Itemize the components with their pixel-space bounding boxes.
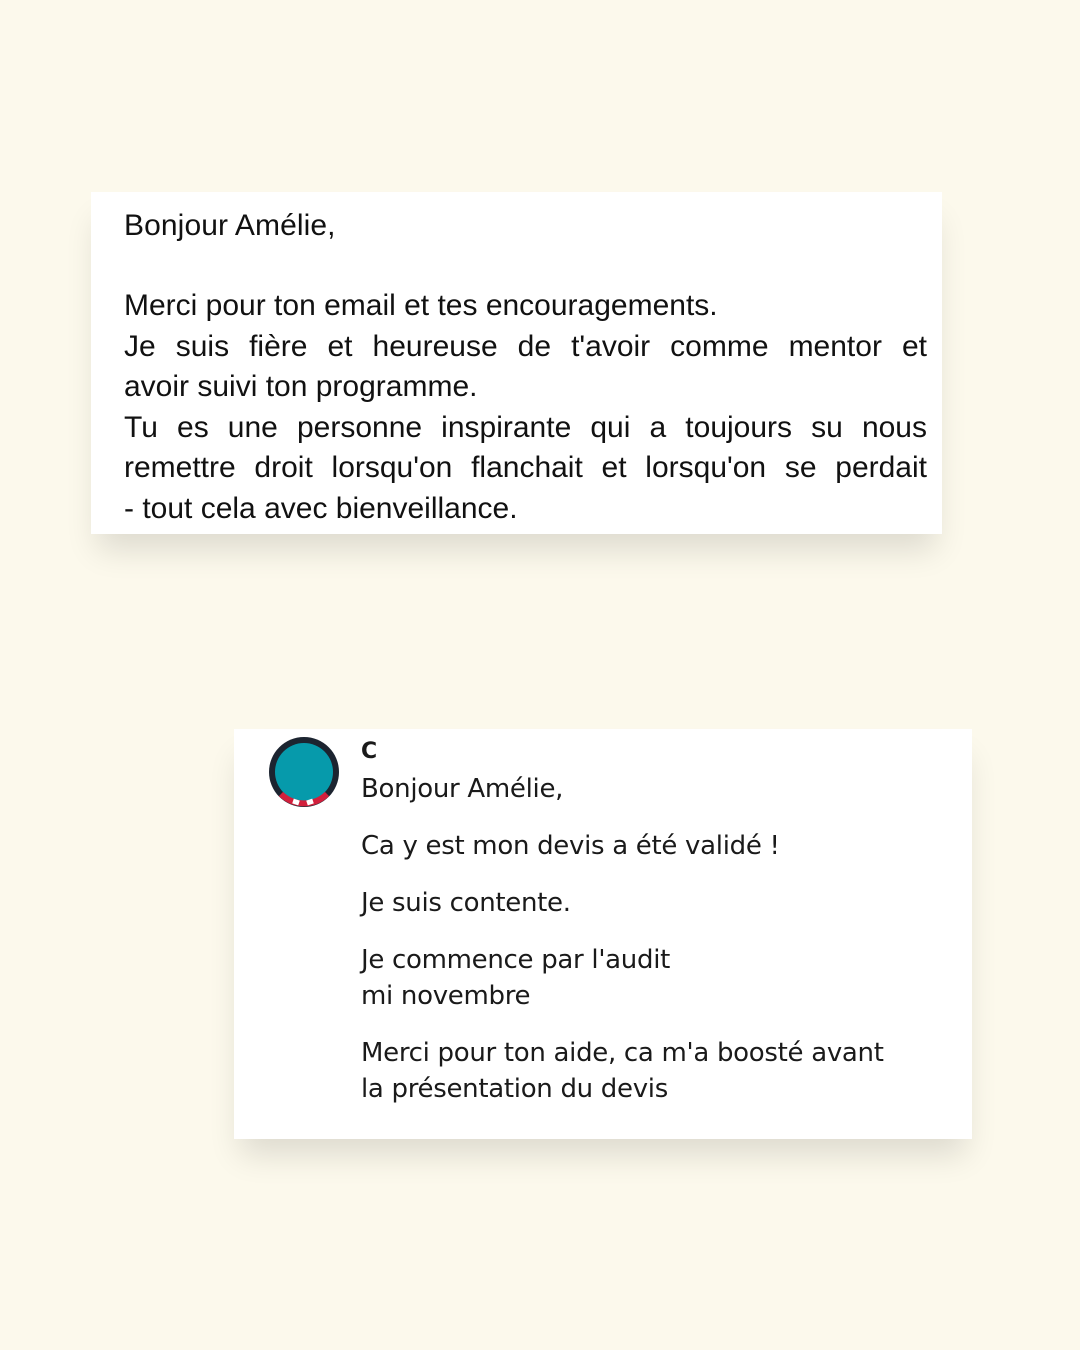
email-line: - tout cela avec bienveillance.: [124, 491, 518, 525]
chat-message-line: Je commence par l'audit mi novembre: [361, 945, 671, 1011]
email-line: avoir suivi ton programme.: [124, 370, 478, 403]
email-spacer: [124, 246, 932, 286]
chat-message-line: Bonjour Amélie,: [361, 774, 564, 804]
email-line: Merci pour ton email et tes encouragements.: [124, 289, 718, 322]
email-line: Je suis fière et heureuse de t'avoir comme mentor et: [124, 329, 927, 363]
chat-message-line: Je suis contente.: [361, 888, 571, 918]
email-line: Tu es une personne inspirante qui a toujours su nous: [124, 410, 927, 444]
sender-name: C: [361, 739, 378, 764]
chat-message-line: Merci pour ton aide, ca m'a boosté avant la présentation du devis: [361, 1038, 884, 1104]
email-line: remettre droit lorsqu'on flanchait et lorsqu'on se perdait: [124, 451, 927, 484]
email-testimonial-card: [91, 192, 942, 534]
chat-message-line: Ca y est mon devis a été validé !: [361, 831, 780, 861]
flag-badge-icon: [269, 737, 339, 807]
avatar[interactable]: [269, 737, 339, 807]
chat-testimonial-card: [234, 729, 972, 1139]
email-greeting: Bonjour Amélie,: [124, 209, 336, 242]
chat-message-body: [361, 737, 951, 1128]
